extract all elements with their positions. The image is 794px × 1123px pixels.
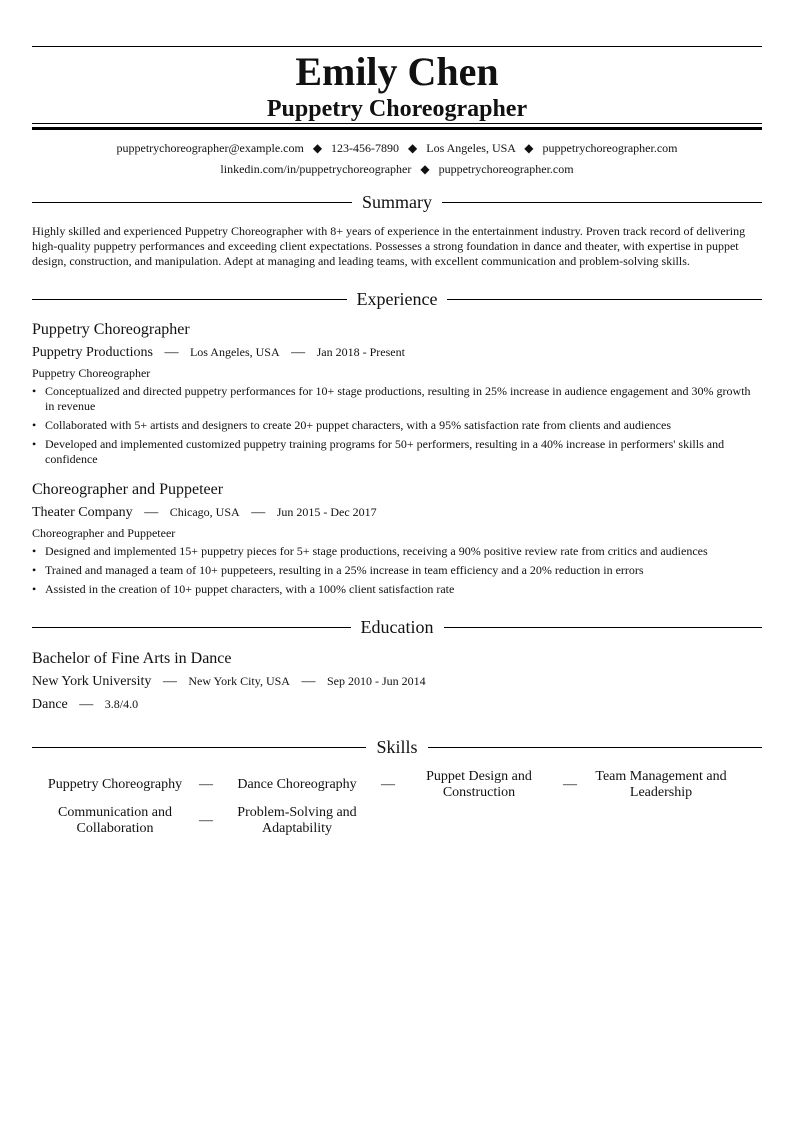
skill-item: Problem-Solving and Adaptability <box>237 805 357 836</box>
skill-item: Team Management and Leadership <box>595 769 727 800</box>
list-item: • Assisted in the creation of 10+ puppet characters, with a 100% client satisfaction rate <box>32 582 455 596</box>
dash-separator: — <box>563 777 577 792</box>
contact-email[interactable]: puppetrychoreographer@example.com <box>116 141 304 155</box>
list-item: • Trained and managed a team of 10+ puppeteers, resulting in a 25% increase in team efficiency and a 20% reduction in errors <box>32 563 644 577</box>
section-heading-skills <box>32 735 762 759</box>
education-major: Dance <box>32 697 68 712</box>
job-bullets <box>32 544 762 597</box>
header-double-rule <box>32 123 762 130</box>
list-item: • Conceptualized and directed puppetry performances for 10+ stage productions, resulting in 25% increase in audience engagement and 30% growth in revenue <box>32 384 751 413</box>
skill-item: Dance Choreography <box>237 777 357 792</box>
candidate-role: Puppetry Choreographer <box>266 96 528 122</box>
skill-item: Puppetry Choreography <box>47 777 183 792</box>
job-title: Puppetry Choreographer <box>32 321 190 338</box>
bullet-icon: • <box>32 563 37 577</box>
resume-page <box>32 46 762 841</box>
dash-separator: — <box>162 674 177 689</box>
job-company: Puppetry Productions <box>32 345 153 360</box>
job-subtitle: Choreographer and Puppeteer <box>32 526 176 540</box>
skills-row <box>32 769 762 801</box>
education-major-line <box>32 694 762 715</box>
bullet-icon: • <box>32 418 37 432</box>
skill-item: Communication and Collaboration <box>58 805 172 836</box>
education-dates: Sep 2010 - Jun 2014 <box>326 674 426 688</box>
list-item: • Developed and implemented customized puppetry training programs for 50+ performers, resulting in a 40% increase in performers' skills and confidence <box>32 437 725 466</box>
section-heading-summary <box>32 190 762 214</box>
education-degree: Bachelor of Fine Arts in Dance <box>32 650 232 667</box>
contact-linkedin[interactable]: linkedin.com/in/puppetrychoreographer <box>220 162 412 176</box>
dash-separator: — <box>199 813 213 828</box>
bullet-icon: • <box>32 384 37 398</box>
job-location: Chicago, USA <box>169 505 240 519</box>
job-subtitle: Puppetry Choreographer <box>32 366 151 380</box>
dash-separator: — <box>291 345 306 360</box>
list-item: • Designed and implemented 15+ puppetry pieces for 5+ stage productions, receiving a 90% positive review rate from critics and audiences <box>32 544 708 558</box>
bullet-icon: • <box>32 544 37 558</box>
job-dates: Jan 2018 - Present <box>316 345 405 359</box>
skill-item: Puppet Design and Construction <box>426 769 532 800</box>
dash-separator: — <box>381 777 395 792</box>
dash-separator: — <box>79 697 94 712</box>
education-gpa: 3.8/4.0 <box>104 697 139 711</box>
section-heading-experience <box>32 287 762 311</box>
section-heading-education <box>32 615 762 639</box>
dash-separator: — <box>301 674 316 689</box>
contact-info <box>32 138 762 180</box>
dash-separator: — <box>164 345 179 360</box>
contact-phone[interactable]: 123-456-7890 <box>331 141 400 155</box>
top-rule <box>32 46 762 47</box>
contact-line-2 <box>32 159 762 180</box>
contact-location: Los Angeles, USA <box>426 141 516 155</box>
dash-separator: — <box>199 777 213 792</box>
dash-separator: — <box>144 505 159 520</box>
bullet-icon: • <box>32 437 37 451</box>
section-title: Summary <box>362 192 432 212</box>
education-location: New York City, USA <box>188 674 290 688</box>
job-bullets <box>32 384 762 467</box>
summary-text: Highly skilled and experienced Puppetry Choreographer with 8+ years of experience in the entertainment industry. Proven track record of delivering high-quality puppetry performances and exceeding client expectations. Possesses a strong foundation in dance and theater, with expertise in puppet design, construction, and manipulation. Adept at managing and leading teams, with excellent communication and problem-solving skills. <box>32 224 746 268</box>
experience-entry <box>32 320 762 467</box>
contact-website-2[interactable]: puppetrychoreographer.com <box>438 162 574 176</box>
diamond-separator-icon: ◆ <box>420 162 430 176</box>
education-meta <box>32 671 762 692</box>
diamond-separator-icon: ◆ <box>312 141 323 155</box>
job-title: Choreographer and Puppeteer <box>32 481 224 498</box>
contact-website[interactable]: puppetrychoreographer.com <box>542 141 678 155</box>
diamond-separator-icon: ◆ <box>408 141 418 155</box>
diamond-separator-icon: ◆ <box>524 141 534 155</box>
contact-line-1 <box>32 138 762 159</box>
section-title: Skills <box>376 737 418 757</box>
skills-row <box>32 805 762 837</box>
section-title: Experience <box>356 289 438 309</box>
dash-separator: — <box>251 505 266 520</box>
list-item: • Collaborated with 5+ artists and designers to create 20+ puppet characters, with a 95% satisfaction rate from clients and audiences <box>32 418 671 432</box>
section-title: Education <box>360 617 434 637</box>
job-location: Los Angeles, USA <box>189 345 280 359</box>
candidate-name: Emily Chen <box>295 49 499 94</box>
experience-entry <box>32 480 762 597</box>
job-meta <box>32 502 762 523</box>
job-meta <box>32 342 762 363</box>
bullet-icon: • <box>32 582 37 596</box>
education-school: New York University <box>32 674 152 689</box>
job-company: Theater Company <box>32 505 133 520</box>
job-dates: Jun 2015 - Dec 2017 <box>276 505 377 519</box>
skills-list <box>32 769 762 837</box>
